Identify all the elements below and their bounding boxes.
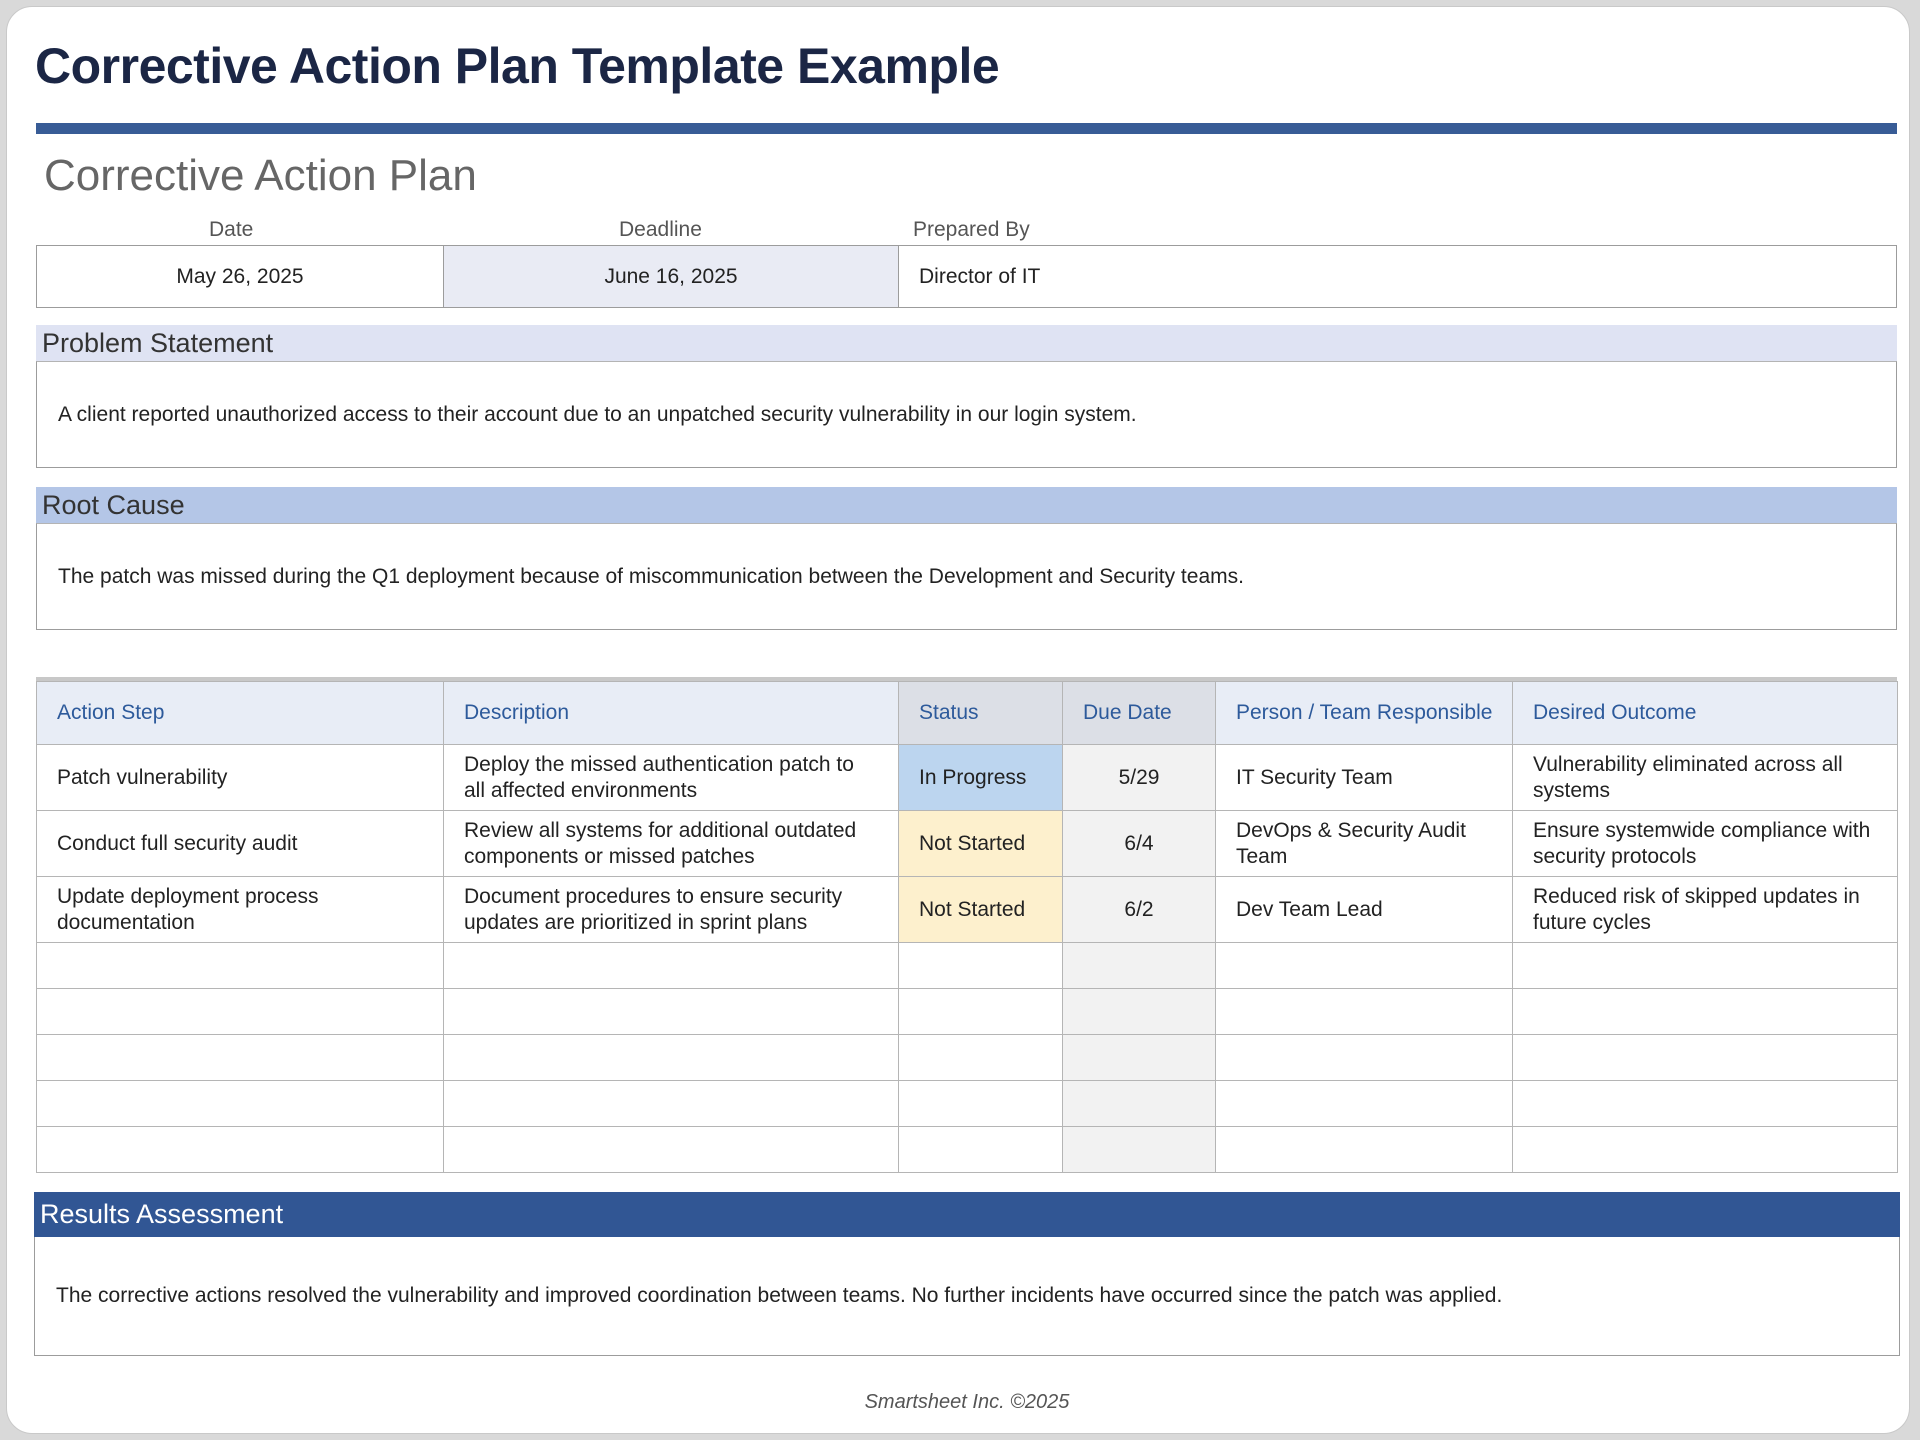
action-table-container <box>36 677 1897 1173</box>
header-action-step: Action Step <box>37 682 444 745</box>
problem-statement-heading: Problem Statement <box>36 325 1897 361</box>
footer-copyright: Smartsheet Inc. ©2025 <box>864 1391 1070 1413</box>
root-cause-text[interactable]: The patch was missed during the Q1 deployment because of miscommunication between the Development and Security teams. <box>36 523 1897 630</box>
empty-cell[interactable] <box>37 1127 444 1173</box>
empty-table-row <box>37 1127 1898 1173</box>
empty-table-row <box>37 943 1898 989</box>
results-assessment-heading: Results Assessment <box>34 1192 1900 1237</box>
document-title: Corrective Action Plan Template Example <box>35 38 1000 94</box>
empty-cell[interactable] <box>1513 943 1898 989</box>
outcome-cell[interactable]: Ensure systemwide compliance with security protocols <box>1513 811 1898 877</box>
empty-table-row <box>37 1035 1898 1081</box>
header-description: Description <box>444 682 899 745</box>
person-cell[interactable]: Dev Team Lead <box>1216 877 1513 943</box>
description-cell[interactable]: Document procedures to ensure security updates are prioritized in sprint plans <box>444 877 899 943</box>
problem-statement-text[interactable]: A client reported unauthorized access to their account due to an unpatched security vulnerability in our login system. <box>36 361 1897 468</box>
due-date-cell[interactable]: 6/4 <box>1063 811 1216 877</box>
empty-cell[interactable] <box>1063 943 1216 989</box>
header-due-date: Due Date <box>1063 682 1216 745</box>
action-table <box>36 681 1898 1173</box>
empty-cell[interactable] <box>1216 1127 1513 1173</box>
empty-cell[interactable] <box>444 943 899 989</box>
table-row <box>37 745 1898 811</box>
outcome-cell[interactable]: Reduced risk of skipped updates in future cycles <box>1513 877 1898 943</box>
deadline-value[interactable]: June 16, 2025 <box>444 246 899 307</box>
due-date-cell[interactable]: 5/29 <box>1063 745 1216 811</box>
plan-heading: Corrective Action Plan <box>44 151 477 200</box>
deadline-label: Deadline <box>619 218 702 241</box>
due-date-cell[interactable]: 6/2 <box>1063 877 1216 943</box>
action-step-cell[interactable]: Conduct full security audit <box>37 811 444 877</box>
empty-cell[interactable] <box>899 1035 1063 1081</box>
empty-cell[interactable] <box>444 989 899 1035</box>
prepared-by-value[interactable]: Director of IT <box>919 264 1041 288</box>
date-label: Date <box>209 218 254 241</box>
description-cell[interactable]: Review all systems for additional outdated components or missed patches <box>444 811 899 877</box>
outcome-cell[interactable]: Vulnerability eliminated across all systems <box>1513 745 1898 811</box>
empty-table-row <box>37 1081 1898 1127</box>
action-step-cell[interactable]: Patch vulnerability <box>37 745 444 811</box>
root-cause-heading: Root Cause <box>36 487 1897 523</box>
empty-cell[interactable] <box>37 1035 444 1081</box>
table-row <box>37 811 1898 877</box>
status-cell[interactable]: In Progress <box>899 745 1063 811</box>
empty-cell[interactable] <box>444 1127 899 1173</box>
empty-cell[interactable] <box>1063 989 1216 1035</box>
empty-cell[interactable] <box>444 1035 899 1081</box>
empty-cell[interactable] <box>1063 1035 1216 1081</box>
empty-cell[interactable] <box>1216 1081 1513 1127</box>
title-divider <box>36 123 1897 134</box>
empty-cell[interactable] <box>1216 1035 1513 1081</box>
action-step-cell[interactable]: Update deployment process documentation <box>37 877 444 943</box>
empty-cell[interactable] <box>1513 1081 1898 1127</box>
empty-cell[interactable] <box>37 943 444 989</box>
empty-cell[interactable] <box>1513 1127 1898 1173</box>
empty-cell[interactable] <box>1216 989 1513 1035</box>
document-page <box>6 6 1910 1434</box>
person-cell[interactable]: DevOps & Security Audit Team <box>1216 811 1513 877</box>
empty-cell[interactable] <box>899 943 1063 989</box>
header-desired-outcome: Desired Outcome <box>1513 682 1898 745</box>
empty-table-row <box>37 989 1898 1035</box>
table-header-row <box>37 682 1898 745</box>
header-person-responsible: Person / Team Responsible <box>1216 682 1513 745</box>
status-cell[interactable]: Not Started <box>899 877 1063 943</box>
empty-cell[interactable] <box>1063 1081 1216 1127</box>
empty-cell[interactable] <box>1513 1035 1898 1081</box>
prepared-by-label: Prepared By <box>913 218 1030 241</box>
plan-info-row <box>36 245 1897 308</box>
table-row <box>37 877 1898 943</box>
empty-cell[interactable] <box>444 1081 899 1127</box>
empty-cell[interactable] <box>1063 1127 1216 1173</box>
empty-cell[interactable] <box>1513 989 1898 1035</box>
date-value[interactable]: May 26, 2025 <box>37 246 444 307</box>
empty-cell[interactable] <box>1216 943 1513 989</box>
results-assessment-text[interactable]: The corrective actions resolved the vulnerability and improved coordination between teams. No further incidents have occurred since the patch was applied. <box>34 1237 1900 1356</box>
description-cell[interactable]: Deploy the missed authentication patch to all affected environments <box>444 745 899 811</box>
header-status: Status <box>899 682 1063 745</box>
empty-cell[interactable] <box>37 1081 444 1127</box>
person-cell[interactable]: IT Security Team <box>1216 745 1513 811</box>
empty-cell[interactable] <box>37 989 444 1035</box>
empty-cell[interactable] <box>899 989 1063 1035</box>
status-cell[interactable]: Not Started <box>899 811 1063 877</box>
empty-cell[interactable] <box>899 1127 1063 1173</box>
empty-cell[interactable] <box>899 1081 1063 1127</box>
